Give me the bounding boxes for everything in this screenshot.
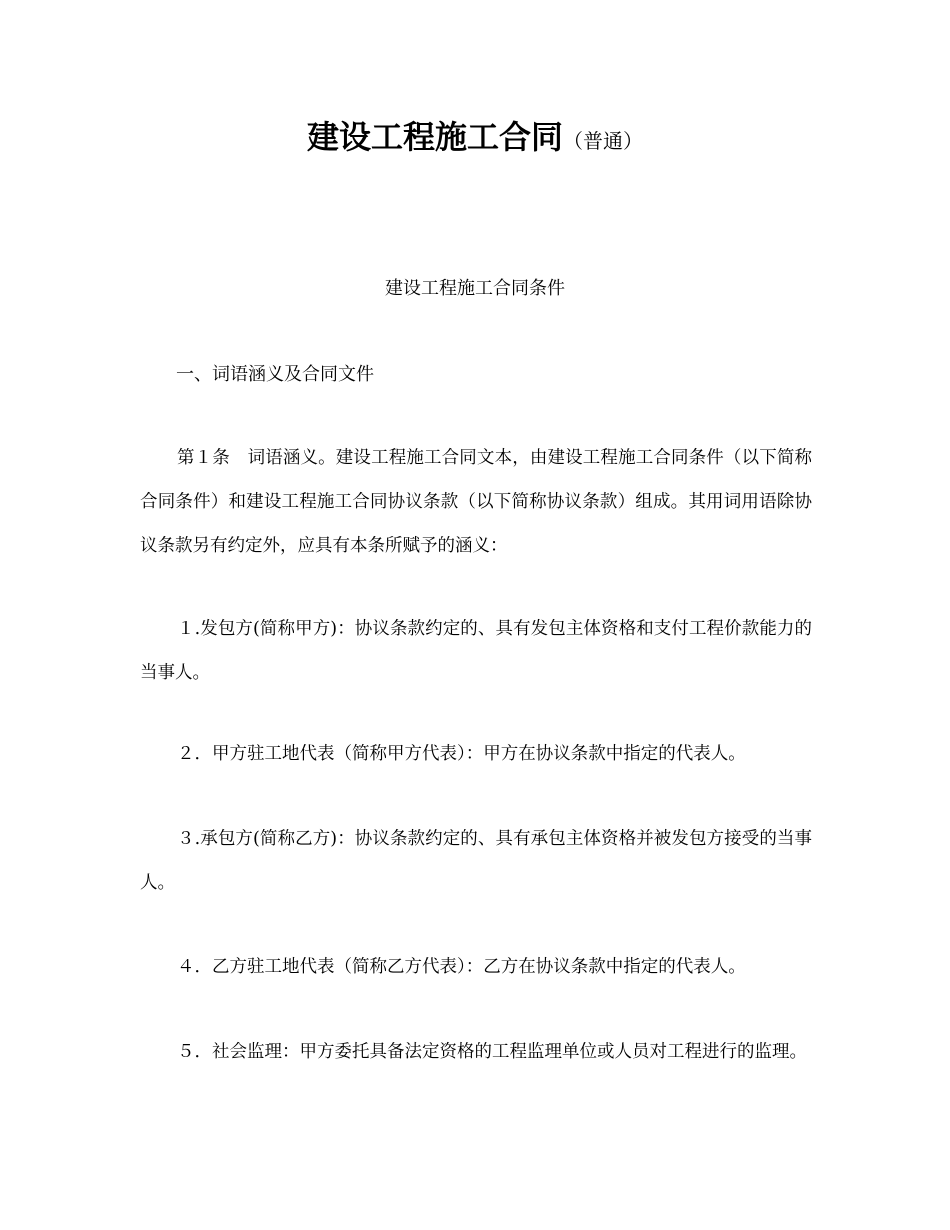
section-heading: 一、词语涵义及合同文件 — [176, 364, 374, 385]
paragraph-item-3: ３.承包方(简称乙方)：协议条款约定的、具有承包主体资格并被发包方接受的当事人。 — [140, 829, 812, 893]
paragraph-item-4: ４．乙方驻工地代表（简称乙方代表）：乙方在协议条款中指定的代表人。 — [177, 957, 746, 977]
document-subtitle: 建设工程施工合同条件 — [385, 278, 565, 299]
document-title — [0, 112, 950, 158]
title-suffix: （普通） — [563, 129, 643, 153]
paragraph-item-1: １.发包方(简称甲方)：协议条款约定的、具有发包主体资格和支付工程价款能力的当事人。 — [140, 619, 812, 683]
title-main: 建设工程施工合同 — [306, 118, 563, 156]
paragraph-item-5: ５．社会监理：甲方委托具备法定资格的工程监理单位或人员对工程进行的监理。 — [177, 1042, 807, 1062]
paragraph-item-2: ２．甲方驻工地代表（简称甲方代表）：甲方在协议条款中指定的代表人。 — [177, 744, 746, 764]
paragraph-article-1: 第１条 词语涵义。建设工程施工合同文本，由建设工程施工合同条件（以下简称合同条件）和建设工程施工合同协议条款（以下简称协议条款）组成。其用词用语除协议条款另有约定外，应具有本条所赋予的涵义： — [140, 448, 812, 556]
